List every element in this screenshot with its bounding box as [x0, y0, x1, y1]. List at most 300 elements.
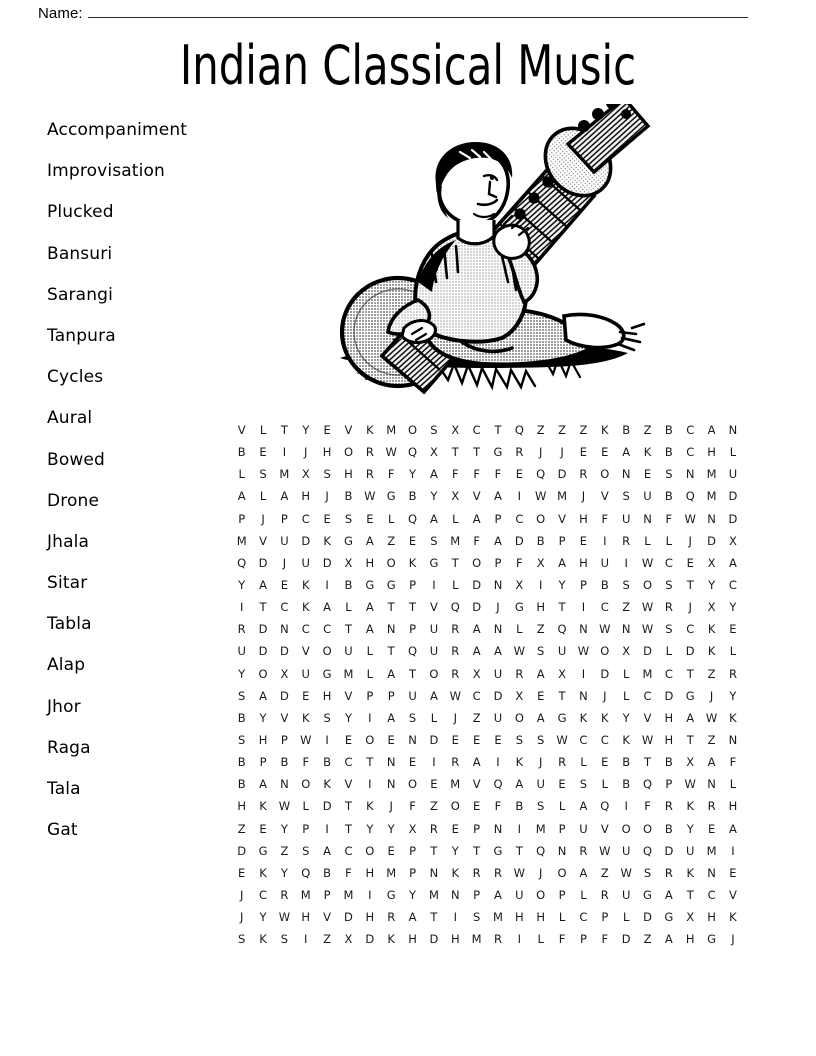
grid-cell[interactable]: G	[493, 445, 503, 460]
grid-cell[interactable]: E	[323, 511, 331, 526]
grid-cell[interactable]: K	[323, 533, 331, 548]
grid-cell[interactable]: U	[301, 666, 310, 681]
grid-cell[interactable]: L	[558, 910, 566, 925]
grid-cell[interactable]: V	[344, 777, 353, 792]
grid-cell[interactable]: C	[600, 732, 609, 747]
grid-cell[interactable]: T	[430, 910, 438, 925]
grid-cell[interactable]: N	[621, 467, 631, 482]
grid-cell[interactable]: T	[409, 666, 417, 681]
grid-cell[interactable]: R	[387, 910, 396, 925]
grid-cell[interactable]: E	[280, 577, 289, 592]
grid-cell[interactable]: M	[471, 932, 482, 947]
grid-cell[interactable]: B	[408, 489, 417, 504]
grid-cell[interactable]: D	[728, 489, 738, 504]
grid-cell[interactable]: S	[408, 710, 417, 725]
grid-cell[interactable]: T	[259, 600, 267, 615]
grid-cell[interactable]: U	[728, 467, 738, 482]
grid-cell[interactable]: D	[707, 533, 717, 548]
grid-cell[interactable]: Q	[600, 799, 610, 814]
grid-cell[interactable]: J	[731, 932, 735, 947]
grid-cell[interactable]: N	[579, 688, 588, 703]
grid-cell[interactable]: C	[728, 577, 737, 592]
grid-cell[interactable]: C	[664, 555, 673, 570]
grid-cell[interactable]: D	[301, 533, 311, 548]
grid-cell[interactable]: J	[688, 533, 692, 548]
grid-cell[interactable]: Y	[280, 865, 288, 880]
grid-cell[interactable]: Z	[536, 622, 545, 637]
grid-cell[interactable]: R	[365, 445, 374, 460]
grid-cell[interactable]: A	[472, 644, 481, 659]
grid-cell[interactable]: I	[581, 666, 586, 681]
grid-cell[interactable]: I	[453, 910, 457, 925]
grid-cell[interactable]: S	[515, 732, 523, 747]
grid-cell[interactable]: H	[515, 910, 524, 925]
grid-cell[interactable]: M	[428, 887, 439, 902]
grid-cell[interactable]: H	[450, 932, 460, 947]
grid-cell[interactable]: L	[665, 533, 673, 548]
grid-cell[interactable]: U	[579, 821, 588, 836]
grid-cell[interactable]: G	[386, 577, 396, 592]
grid-cell[interactable]: K	[366, 423, 374, 437]
grid-cell[interactable]: N	[707, 865, 716, 880]
grid-cell[interactable]: D	[728, 511, 738, 526]
grid-cell[interactable]: J	[239, 910, 244, 925]
grid-cell[interactable]: E	[494, 732, 502, 747]
grid-cell[interactable]: N	[408, 732, 417, 747]
word-list-item[interactable]: Jhala	[47, 531, 90, 552]
grid-cell[interactable]: I	[517, 932, 522, 947]
grid-cell[interactable]: G	[514, 600, 524, 615]
grid-cell[interactable]: A	[729, 555, 737, 570]
grid-cell[interactable]: U	[493, 710, 503, 725]
grid-cell[interactable]: C	[301, 622, 310, 637]
grid-cell[interactable]: R	[515, 666, 524, 681]
grid-cell[interactable]: A	[365, 600, 374, 615]
word-search-grid[interactable]	[231, 419, 765, 950]
grid-cell[interactable]: W	[641, 600, 654, 615]
grid-cell[interactable]: N	[643, 511, 652, 526]
grid-cell[interactable]: T	[344, 622, 352, 637]
grid-cell[interactable]: C	[579, 910, 588, 925]
grid-cell[interactable]: E	[515, 467, 523, 482]
grid-cell[interactable]: N	[493, 577, 503, 592]
grid-cell[interactable]: A	[259, 688, 267, 703]
grid-cell[interactable]: L	[622, 910, 630, 925]
grid-cell[interactable]: M	[493, 910, 503, 925]
grid-cell[interactable]: U	[429, 622, 439, 637]
grid-cell[interactable]: W	[300, 732, 312, 747]
grid-cell[interactable]: E	[537, 688, 545, 703]
grid-cell[interactable]: H	[258, 732, 268, 747]
grid-cell[interactable]: Y	[622, 710, 630, 725]
grid-cell[interactable]: S	[472, 910, 481, 925]
grid-cell[interactable]: B	[622, 755, 631, 770]
grid-cell[interactable]: K	[622, 732, 630, 747]
grid-cell[interactable]: A	[622, 445, 631, 460]
grid-cell[interactable]: E	[366, 511, 374, 526]
grid-cell[interactable]: L	[366, 644, 374, 659]
grid-cell[interactable]: B	[280, 755, 289, 770]
grid-cell[interactable]: T	[409, 600, 417, 615]
grid-cell[interactable]: T	[473, 843, 481, 858]
grid-cell[interactable]: C	[579, 732, 588, 747]
grid-cell[interactable]: E	[558, 777, 566, 792]
word-list-item[interactable]: Plucked	[47, 202, 114, 223]
grid-cell[interactable]: G	[685, 688, 695, 703]
grid-cell[interactable]: V	[323, 910, 332, 925]
grid-cell[interactable]: J	[239, 887, 244, 902]
grid-cell[interactable]: M	[300, 887, 311, 902]
grid-cell[interactable]: H	[365, 555, 375, 570]
grid-cell[interactable]: I	[581, 600, 586, 615]
grid-cell[interactable]: F	[601, 932, 609, 947]
grid-cell[interactable]: T	[430, 843, 438, 858]
grid-cell[interactable]: A	[472, 755, 481, 770]
word-list-item[interactable]: Aural	[47, 408, 93, 429]
grid-cell[interactable]: K	[707, 622, 716, 637]
grid-cell[interactable]: K	[515, 755, 524, 770]
grid-cell[interactable]: Z	[536, 423, 545, 437]
grid-cell[interactable]: W	[599, 843, 611, 858]
grid-cell[interactable]: J	[539, 865, 543, 880]
grid-cell[interactable]: F	[494, 799, 502, 814]
grid-cell[interactable]: R	[493, 932, 502, 947]
grid-cell[interactable]: U	[237, 644, 246, 659]
grid-cell[interactable]: X	[301, 467, 310, 482]
grid-cell[interactable]: A	[365, 533, 374, 548]
grid-cell[interactable]: M	[343, 887, 354, 902]
grid-cell[interactable]: U	[408, 688, 417, 703]
grid-cell[interactable]: C	[472, 688, 481, 703]
grid-cell[interactable]: A	[323, 843, 332, 858]
grid-cell[interactable]: S	[579, 777, 588, 792]
grid-cell[interactable]: D	[643, 644, 652, 659]
grid-cell[interactable]: U	[600, 555, 609, 570]
grid-cell[interactable]: D	[514, 533, 524, 548]
grid-cell[interactable]: Y	[344, 710, 352, 725]
grid-cell[interactable]: F	[665, 511, 673, 526]
grid-cell[interactable]: U	[493, 666, 503, 681]
grid-cell[interactable]: X	[344, 555, 353, 570]
grid-cell[interactable]: A	[259, 577, 267, 592]
grid-cell[interactable]: B	[323, 755, 332, 770]
grid-cell[interactable]: N	[450, 887, 460, 902]
grid-cell[interactable]: L	[729, 644, 737, 659]
grid-cell[interactable]: H	[344, 467, 353, 482]
grid-cell[interactable]: V	[600, 821, 609, 836]
grid-cell[interactable]: J	[453, 710, 457, 725]
grid-cell[interactable]: P	[473, 887, 481, 902]
grid-cell[interactable]: T	[686, 666, 694, 681]
grid-cell[interactable]: N	[728, 732, 738, 747]
grid-cell[interactable]: D	[344, 910, 353, 925]
grid-cell[interactable]: O	[536, 887, 546, 902]
grid-cell[interactable]: K	[259, 932, 267, 947]
grid-cell[interactable]: U	[429, 644, 439, 659]
grid-cell[interactable]: Z	[622, 600, 631, 615]
grid-cell[interactable]: P	[409, 843, 417, 858]
grid-cell[interactable]: S	[537, 732, 545, 747]
grid-cell[interactable]: D	[429, 932, 439, 947]
grid-cell[interactable]: T	[280, 423, 288, 437]
grid-cell[interactable]: J	[688, 600, 692, 615]
grid-cell[interactable]: D	[643, 910, 652, 925]
grid-cell[interactable]: I	[496, 755, 500, 770]
grid-cell[interactable]: E	[472, 799, 481, 814]
grid-cell[interactable]: P	[409, 865, 417, 880]
grid-cell[interactable]: Q	[536, 467, 546, 482]
grid-cell[interactable]: O	[600, 644, 610, 659]
grid-cell[interactable]: D	[237, 843, 247, 858]
grid-cell[interactable]: E	[430, 777, 438, 792]
grid-cell[interactable]: A	[408, 910, 417, 925]
grid-cell[interactable]: A	[579, 799, 588, 814]
grid-cell[interactable]: K	[579, 710, 588, 725]
grid-cell[interactable]: D	[664, 843, 674, 858]
grid-cell[interactable]: H	[664, 732, 674, 747]
grid-cell[interactable]: O	[408, 423, 418, 437]
grid-cell[interactable]: H	[408, 932, 417, 947]
grid-cell[interactable]: E	[579, 533, 588, 548]
grid-cell[interactable]: F	[473, 467, 480, 482]
grid-cell[interactable]: P	[665, 777, 673, 792]
grid-cell[interactable]: N	[685, 467, 695, 482]
grid-cell[interactable]: J	[389, 799, 393, 814]
word-list-item[interactable]: Alap	[47, 655, 86, 676]
grid-cell[interactable]: B	[600, 577, 609, 592]
word-list-item[interactable]: Raga	[47, 737, 91, 758]
grid-cell[interactable]: N	[386, 755, 396, 770]
grid-cell[interactable]: H	[322, 688, 332, 703]
grid-cell[interactable]: N	[386, 622, 396, 637]
grid-cell[interactable]: K	[729, 910, 737, 925]
grid-cell[interactable]: I	[325, 821, 329, 836]
grid-cell[interactable]: L	[580, 755, 587, 770]
grid-cell[interactable]: K	[686, 799, 694, 814]
grid-cell[interactable]: X	[280, 666, 289, 681]
grid-cell[interactable]: H	[536, 600, 546, 615]
grid-cell[interactable]: W	[641, 555, 654, 570]
grid-cell[interactable]: E	[323, 423, 331, 437]
grid-cell[interactable]: A	[280, 489, 289, 504]
grid-cell[interactable]: T	[686, 732, 694, 747]
word-list-item[interactable]: Cycles	[47, 367, 104, 388]
grid-cell[interactable]: C	[515, 511, 524, 526]
grid-cell[interactable]: H	[579, 511, 588, 526]
grid-cell[interactable]: C	[686, 622, 695, 637]
grid-cell[interactable]: V	[344, 688, 353, 703]
grid-cell[interactable]: N	[579, 622, 588, 637]
grid-cell[interactable]: H	[664, 710, 674, 725]
grid-cell[interactable]: V	[472, 489, 481, 504]
grid-cell[interactable]: X	[344, 932, 353, 947]
grid-cell[interactable]: Y	[280, 821, 288, 836]
grid-cell[interactable]: G	[493, 843, 503, 858]
grid-cell[interactable]: U	[686, 843, 695, 858]
grid-cell[interactable]: U	[643, 489, 652, 504]
grid-cell[interactable]: D	[429, 732, 439, 747]
grid-cell[interactable]: H	[301, 910, 311, 925]
grid-cell[interactable]: G	[386, 489, 396, 504]
grid-cell[interactable]: Z	[429, 799, 438, 814]
grid-cell[interactable]: Z	[472, 710, 481, 725]
grid-cell[interactable]: O	[621, 821, 631, 836]
grid-cell[interactable]: D	[557, 467, 567, 482]
grid-cell[interactable]: A	[664, 887, 673, 902]
grid-cell[interactable]: B	[664, 821, 673, 836]
grid-cell[interactable]: T	[515, 843, 523, 858]
grid-cell[interactable]: M	[706, 843, 717, 858]
grid-cell[interactable]: T	[686, 577, 694, 592]
grid-cell[interactable]: O	[514, 710, 524, 725]
grid-cell[interactable]: X	[686, 755, 695, 770]
grid-cell[interactable]: V	[472, 777, 481, 792]
grid-cell[interactable]: H	[685, 932, 695, 947]
grid-cell[interactable]: I	[603, 533, 607, 548]
grid-cell[interactable]: J	[603, 688, 607, 703]
grid-cell[interactable]: W	[620, 865, 632, 880]
grid-cell[interactable]: E	[729, 865, 737, 880]
grid-cell[interactable]: A	[707, 423, 716, 437]
word-list-item[interactable]: Bansuri	[47, 243, 113, 264]
grid-cell[interactable]: U	[536, 777, 545, 792]
grid-cell[interactable]: I	[624, 799, 628, 814]
grid-cell[interactable]: I	[517, 489, 522, 504]
grid-cell[interactable]: W	[513, 644, 526, 659]
grid-cell[interactable]: Z	[643, 932, 652, 947]
grid-cell[interactable]: P	[601, 910, 609, 925]
grid-cell[interactable]: J	[709, 688, 714, 703]
grid-cell[interactable]: E	[579, 445, 588, 460]
grid-cell[interactable]: X	[451, 423, 460, 437]
grid-cell[interactable]: O	[472, 555, 482, 570]
grid-cell[interactable]: S	[622, 489, 630, 504]
word-list-item[interactable]: Tabla	[47, 614, 92, 635]
grid-cell[interactable]: O	[365, 843, 375, 858]
grid-cell[interactable]: V	[280, 710, 289, 725]
grid-cell[interactable]: T	[494, 423, 502, 437]
grid-cell[interactable]: Z	[558, 423, 567, 437]
grid-cell[interactable]: I	[624, 555, 628, 570]
grid-cell[interactable]: W	[641, 622, 654, 637]
grid-cell[interactable]: D	[621, 932, 631, 947]
grid-cell[interactable]: L	[452, 511, 459, 526]
grid-cell[interactable]: O	[642, 821, 653, 836]
grid-cell[interactable]: I	[539, 577, 543, 592]
grid-cell[interactable]: B	[515, 799, 524, 814]
grid-cell[interactable]: B	[622, 423, 631, 437]
grid-cell[interactable]: B	[664, 755, 673, 770]
grid-cell[interactable]: D	[279, 644, 289, 659]
grid-cell[interactable]: L	[644, 533, 651, 548]
grid-cell[interactable]: A	[472, 622, 481, 637]
grid-cell[interactable]: B	[664, 445, 673, 460]
grid-cell[interactable]: R	[472, 865, 481, 880]
grid-cell[interactable]: S	[665, 577, 673, 592]
grid-cell[interactable]: R	[664, 799, 673, 814]
grid-cell[interactable]: I	[368, 777, 372, 792]
grid-cell[interactable]: C	[280, 600, 289, 615]
grid-cell[interactable]: J	[282, 555, 287, 570]
grid-cell[interactable]: N	[280, 777, 289, 792]
grid-cell[interactable]: K	[729, 710, 737, 725]
grid-cell[interactable]: H	[536, 910, 546, 925]
grid-cell[interactable]: K	[451, 865, 460, 880]
grid-cell[interactable]: Y	[238, 577, 246, 592]
grid-cell[interactable]: Q	[685, 489, 695, 504]
grid-cell[interactable]: K	[301, 710, 310, 725]
grid-cell[interactable]: F	[494, 467, 502, 482]
grid-cell[interactable]: O	[258, 666, 268, 681]
grid-cell[interactable]: H	[322, 445, 332, 460]
grid-cell[interactable]: A	[387, 666, 396, 681]
grid-cell[interactable]: Q	[514, 423, 524, 437]
grid-cell[interactable]: W	[364, 489, 376, 504]
grid-cell[interactable]: J	[560, 445, 564, 460]
word-list-item[interactable]: Bowed	[47, 449, 105, 470]
grid-cell[interactable]: D	[279, 688, 289, 703]
grid-cell[interactable]: Y	[409, 467, 417, 482]
grid-cell[interactable]: P	[558, 887, 566, 902]
grid-cell[interactable]: G	[365, 577, 375, 592]
grid-cell[interactable]: S	[665, 622, 673, 637]
grid-cell[interactable]: N	[386, 777, 396, 792]
grid-cell[interactable]: O	[301, 777, 311, 792]
grid-cell[interactable]: L	[729, 445, 737, 460]
grid-cell[interactable]: N	[707, 777, 716, 792]
grid-cell[interactable]: P	[558, 533, 566, 548]
grid-cell[interactable]: P	[409, 577, 417, 592]
grid-cell[interactable]: Q	[536, 843, 546, 858]
grid-cell[interactable]: B	[237, 445, 246, 460]
grid-cell[interactable]: U	[280, 533, 289, 548]
grid-cell[interactable]: I	[304, 932, 308, 947]
grid-cell[interactable]: E	[707, 821, 716, 836]
grid-cell[interactable]: G	[386, 887, 396, 902]
grid-cell[interactable]: I	[368, 887, 372, 902]
grid-cell[interactable]: C	[664, 666, 673, 681]
grid-cell[interactable]: O	[429, 666, 439, 681]
grid-cell[interactable]: A	[365, 622, 374, 637]
grid-cell[interactable]: L	[729, 777, 737, 792]
grid-cell[interactable]: O	[322, 644, 332, 659]
grid-cell[interactable]: P	[366, 688, 374, 703]
word-list-item[interactable]: Sarangi	[47, 284, 113, 305]
grid-cell[interactable]: F	[451, 467, 459, 482]
grid-cell[interactable]: Q	[642, 843, 653, 858]
grid-cell[interactable]: V	[344, 423, 353, 437]
grid-cell[interactable]: G	[643, 887, 652, 902]
grid-cell[interactable]: K	[686, 865, 694, 880]
grid-cell[interactable]: A	[536, 666, 545, 681]
grid-cell[interactable]: M	[343, 666, 354, 681]
grid-cell[interactable]: J	[581, 489, 586, 504]
grid-cell[interactable]: K	[259, 799, 267, 814]
grid-cell[interactable]: E	[387, 843, 395, 858]
grid-cell[interactable]: B	[237, 710, 246, 725]
grid-cell[interactable]: T	[686, 887, 694, 902]
grid-cell[interactable]: J	[496, 600, 500, 615]
grid-cell[interactable]: R	[429, 821, 438, 836]
grid-cell[interactable]: A	[387, 710, 396, 725]
grid-cell[interactable]: P	[494, 555, 502, 570]
grid-cell[interactable]: N	[280, 622, 289, 637]
grid-cell[interactable]: A	[494, 887, 502, 902]
grid-cell[interactable]: T	[387, 644, 395, 659]
grid-cell[interactable]: W	[577, 644, 590, 659]
grid-cell[interactable]: D	[258, 555, 268, 570]
grid-cell[interactable]: N	[728, 423, 738, 437]
